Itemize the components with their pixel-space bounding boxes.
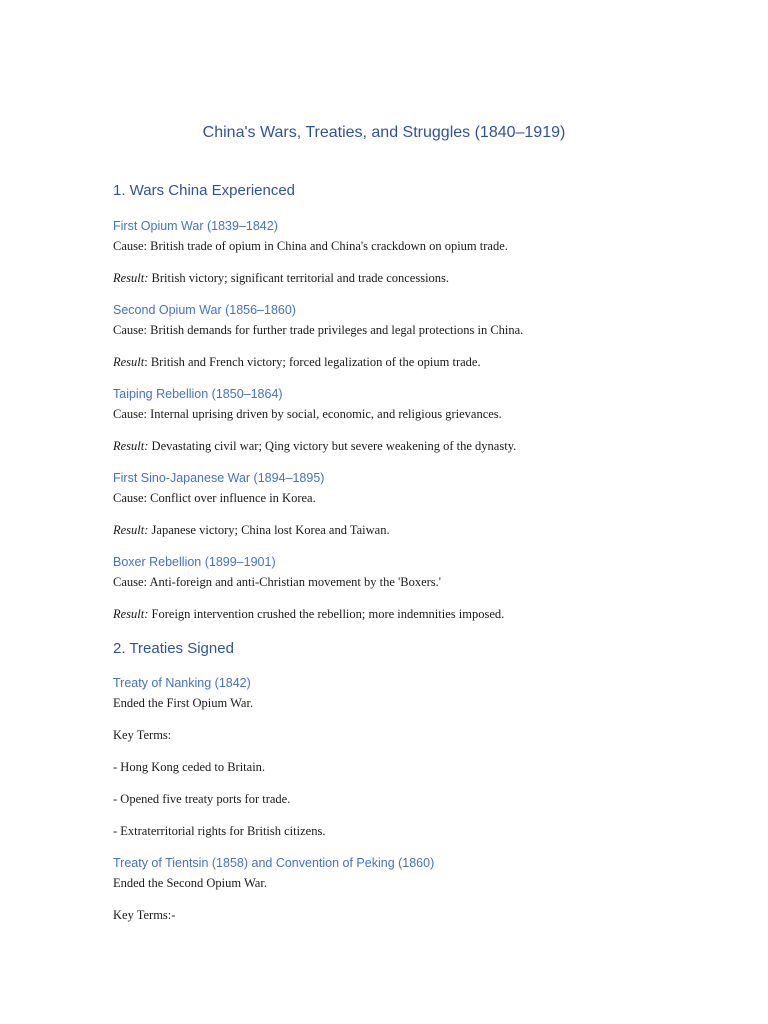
war-heading: Second Opium War (1856–1860)	[113, 303, 296, 317]
treaty-line: - Extraterritorial rights for British citizens.	[113, 824, 326, 838]
war-result	[113, 355, 481, 370]
war-result	[113, 607, 504, 622]
result-label: Result:	[113, 439, 149, 453]
treaty-line: Key Terms:	[113, 728, 172, 742]
section-heading-treaties: 2. Treaties Signed	[113, 640, 234, 657]
war-heading: Boxer Rebellion (1899–1901)	[113, 555, 276, 569]
treaty-line: - Opened five treaty ports for trade.	[113, 792, 291, 806]
war-heading: First Opium War (1839–1842)	[113, 219, 278, 233]
war-cause: Cause: British trade of opium in China and China's crackdown on opium trade.	[113, 239, 508, 253]
war-cause: Cause: Internal uprising driven by social, economic, and religious grievances.	[113, 407, 502, 421]
war-heading: Taiping Rebellion (1850–1864)	[113, 387, 283, 401]
treaty-line: - Hong Kong ceded to Britain.	[113, 760, 266, 774]
war-result	[113, 523, 390, 538]
result-text: : British and French victory; forced legalization of the opium trade.	[144, 355, 481, 369]
result-label: Result	[113, 355, 145, 369]
result-label: Result:	[113, 523, 149, 537]
section-heading-wars: 1. Wars China Experienced	[113, 182, 296, 199]
result-text: British victory; significant territorial and trade concessions.	[148, 271, 450, 285]
result-text: Japanese victory; China lost Korea and Taiwan.	[148, 523, 390, 537]
result-label: Result:	[113, 271, 149, 285]
result-text: Foreign intervention crushed the rebellion; more indemnities imposed.	[148, 607, 505, 621]
war-cause: Cause: British demands for further trade privileges and legal protections in China.	[113, 323, 524, 337]
treaty-line: Ended the First Opium War.	[113, 696, 254, 710]
treaty-line: Ended the Second Opium War.	[113, 876, 267, 890]
document-title: China's Wars, Treaties, and Struggles (1840–1919)	[202, 124, 566, 141]
war-result	[113, 439, 516, 454]
treaty-line: Key Terms:-	[113, 908, 176, 922]
result-label: Result:	[113, 607, 149, 621]
treaty-heading: Treaty of Nanking (1842)	[113, 676, 251, 690]
war-cause: Cause: Anti-foreign and anti-Christian movement by the 'Boxers.'	[113, 575, 442, 589]
war-result	[113, 271, 449, 286]
war-cause: Cause: Conflict over influence in Korea.	[113, 491, 316, 505]
treaty-heading: Treaty of Tientsin (1858) and Convention of Peking (1860)	[113, 856, 435, 870]
result-text: Devastating civil war; Qing victory but severe weakening of the dynasty.	[148, 439, 517, 453]
war-heading: First Sino-Japanese War (1894–1895)	[113, 471, 325, 485]
